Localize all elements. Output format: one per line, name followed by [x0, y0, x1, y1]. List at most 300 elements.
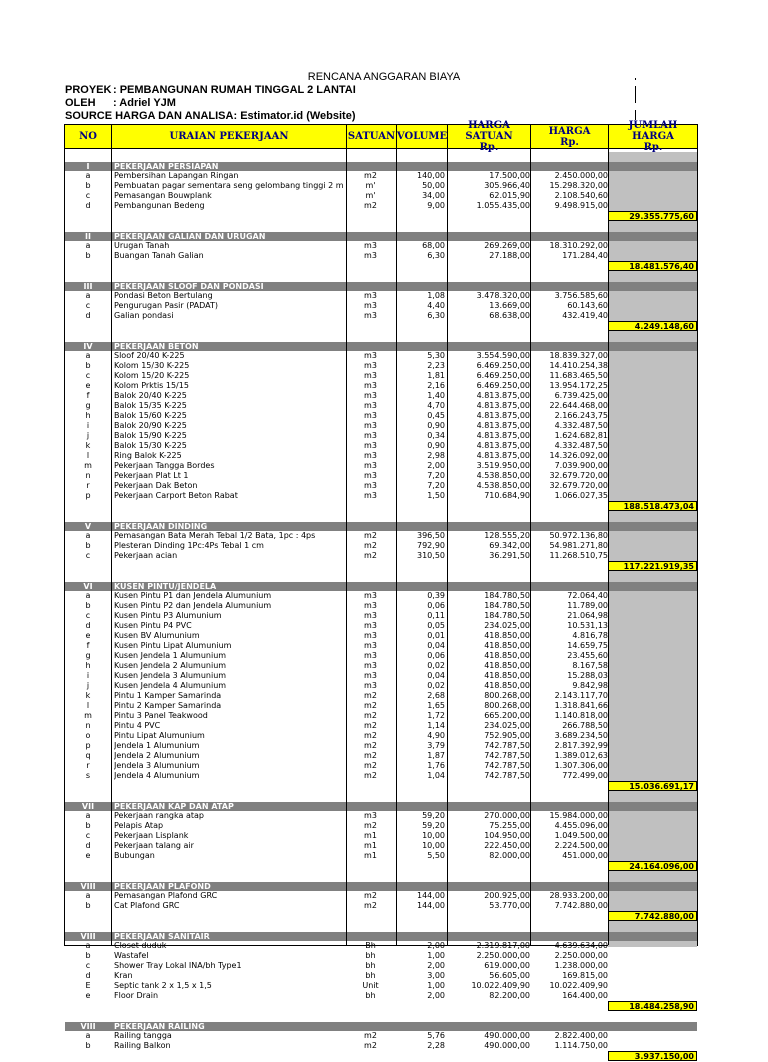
item-uraian: Pekerjaan Plat Lt 1 [114, 471, 189, 480]
item-uraian: Kusen Pintu P2 dan Jendela Alumunium [114, 601, 272, 610]
item-satuan: m1 [364, 831, 377, 840]
header-harga [531, 125, 608, 148]
table-row [65, 671, 697, 681]
item-satuan: bh [365, 991, 376, 1000]
item-uraian: Jendela 2 Alumunium [114, 751, 200, 760]
item-no: l [86, 451, 90, 460]
item-uraian: Jendela 3 Alumunium [114, 761, 200, 770]
item-harga: 15.288,03 [567, 671, 608, 680]
item-no: e [85, 991, 91, 1000]
section-title: KUSEN PINTU/JENDELA [114, 582, 217, 591]
item-harga-satuan: 4.813.875,00 [476, 431, 530, 440]
item-harga-satuan: 742.787,50 [484, 771, 530, 780]
item-uraian: Balok 15/90 K-225 [114, 431, 187, 440]
item-no: g [85, 401, 91, 410]
item-harga-satuan: 3.519.950,00 [476, 461, 530, 470]
item-volume: 0,06 [427, 651, 445, 660]
table-row [65, 591, 697, 601]
section-number: VII [81, 802, 95, 811]
item-harga-satuan: 418.850,00 [484, 671, 530, 680]
spacer-row [65, 222, 697, 232]
spacer-row [65, 872, 697, 882]
item-volume: 144,00 [417, 891, 445, 900]
spacer-row [65, 792, 697, 802]
item-uraian: Pintu 4 PVC [114, 721, 161, 730]
item-no: q [85, 751, 91, 760]
item-satuan: bh [365, 961, 376, 970]
table-row [65, 241, 697, 251]
item-harga-satuan: 752.905,00 [484, 731, 530, 740]
table-row [65, 491, 697, 501]
item-harga: 28.933.200,00 [549, 891, 608, 900]
item-no: c [85, 961, 91, 970]
header-harga-unit: Rp. [560, 136, 579, 148]
item-no: e [85, 631, 91, 640]
table-row [65, 751, 697, 761]
item-harga: 50.972.136,80 [549, 531, 608, 540]
item-harga-satuan: 82.000,00 [489, 851, 530, 860]
table-row [65, 311, 697, 321]
item-no: d [85, 841, 91, 850]
source-line [65, 110, 356, 123]
item-uraian: Jendela 4 Alumunium [114, 771, 200, 780]
item-harga-satuan: 222.450,00 [484, 841, 530, 850]
table-row [65, 811, 697, 821]
item-no: h [85, 411, 91, 420]
item-uraian: Kusen Jendela 1 Alumunium [114, 651, 227, 660]
item-satuan: m2 [364, 751, 377, 760]
item-volume: 0,05 [427, 621, 445, 630]
item-volume: 1,04 [427, 771, 445, 780]
item-volume: 144,00 [417, 901, 445, 910]
item-volume: 0,39 [427, 591, 445, 600]
table-row [65, 181, 697, 191]
item-harga-satuan: 184.780,50 [484, 601, 530, 610]
section-title: PEKERJAAN SLOOF DAN PONDASI [114, 282, 264, 291]
item-satuan: m3 [364, 291, 377, 300]
item-satuan: m3 [364, 591, 377, 600]
item-harga-satuan: 490.000,00 [484, 1031, 530, 1040]
item-harga: 18.839.327,00 [549, 351, 608, 360]
item-harga: 164.400,00 [562, 991, 608, 1000]
item-harga: 4.332.487,50 [554, 441, 608, 450]
section-number: IV [83, 342, 93, 351]
header-harga-label: HARGA [548, 125, 591, 137]
item-uraian: Pekerjaan rangka atap [114, 811, 204, 820]
item-harga: 4.639.634,00 [554, 941, 608, 950]
item-volume: 0,90 [427, 441, 445, 450]
item-volume: 310,50 [417, 551, 445, 560]
table-row [65, 531, 697, 541]
item-volume: 0,06 [427, 601, 445, 610]
table-row [65, 191, 697, 201]
item-harga: 4.332.487,50 [554, 421, 608, 430]
item-harga: 7.039.900,00 [554, 461, 608, 470]
item-harga-satuan: 418.850,00 [484, 641, 530, 650]
item-harga-satuan: 665.200,00 [484, 711, 530, 720]
item-no: c [85, 301, 91, 310]
section-title: PEKERJAAN PERSIAPAN [114, 162, 219, 171]
item-volume: 34,00 [422, 191, 445, 200]
header-uraian: URAIAN PEKERJAAN [169, 131, 289, 142]
table-row [65, 1041, 697, 1051]
item-volume: 5,76 [427, 1031, 445, 1040]
header-harga-satuan-unit: Rp. [479, 142, 499, 153]
section-total: 188.518.473,04 [608, 501, 697, 511]
item-harga: 14.659,75 [567, 641, 608, 650]
item-harga: 10.022.409,90 [549, 981, 608, 990]
item-no: i [86, 671, 90, 680]
item-volume: 5,50 [427, 851, 445, 860]
table-row [65, 741, 697, 751]
item-harga: 32.679.720,00 [549, 481, 608, 490]
item-volume: 2,00 [427, 991, 445, 1000]
item-volume: 2,00 [427, 961, 445, 970]
item-no: a [85, 171, 91, 180]
item-satuan: m3 [364, 611, 377, 620]
item-volume: 0,90 [427, 421, 445, 430]
item-harga-satuan: 742.787,50 [484, 751, 530, 760]
table-row [65, 711, 697, 721]
spacer-row [65, 152, 697, 162]
item-volume: 3,00 [427, 971, 445, 980]
item-uraian: Pemasangan Bata Merah Tebal 1/2 Bata, 1pc : 4ps [114, 531, 316, 540]
item-volume: 0,04 [427, 641, 445, 650]
item-uraian: Bubungan [114, 851, 155, 860]
item-satuan: m3 [364, 461, 377, 470]
spacer-row [65, 1012, 697, 1022]
item-harga-satuan: 75.255,00 [489, 821, 530, 830]
item-harga: 9.498.915,00 [554, 201, 608, 210]
section-total-row [65, 861, 697, 872]
item-uraian: Cat Plafond GRC [114, 901, 180, 910]
section-header-row [65, 802, 697, 811]
item-harga: 2.108.540,60 [554, 191, 608, 200]
section-total: 7.742.880,00 [608, 911, 697, 921]
item-uraian: Urugan Tanah [114, 241, 170, 250]
table-row [65, 761, 697, 771]
item-harga-satuan: 418.850,00 [484, 681, 530, 690]
item-satuan: m2 [364, 711, 377, 720]
item-satuan: m3 [364, 311, 377, 320]
item-satuan: m2 [364, 1041, 377, 1050]
table-row [65, 661, 697, 671]
item-volume: 1,65 [427, 701, 445, 710]
item-satuan: m2 [364, 701, 377, 710]
item-harga-satuan: 418.850,00 [484, 631, 530, 640]
item-volume: 792,90 [417, 541, 445, 550]
item-satuan: m3 [364, 681, 377, 690]
item-satuan: m2 [364, 551, 377, 560]
section-total: 4.249.148,60 [608, 321, 697, 331]
section-title: PEKERJAAN GALIAN DAN URUGAN [114, 232, 266, 241]
col-divider [111, 125, 112, 945]
item-no: a [85, 351, 91, 360]
item-uraian: Pekerjaan Dak Beton [114, 481, 198, 490]
section-header-row [65, 522, 697, 531]
spacer-row [65, 332, 697, 342]
item-harga-satuan: 710.684,90 [484, 491, 530, 500]
item-harga: 21.064,98 [567, 611, 608, 620]
item-harga: 2.817.392,99 [554, 741, 608, 750]
item-volume: 0,34 [427, 431, 445, 440]
item-uraian: Pintu 3 Panel Teakwood [114, 711, 208, 720]
item-satuan: bh [365, 971, 376, 980]
section-header-row [65, 932, 697, 941]
section-number: II [85, 232, 91, 241]
item-satuan: m1 [364, 851, 377, 860]
col-divider [396, 125, 397, 945]
item-harga-satuan: 4.538.850,00 [476, 471, 530, 480]
item-uraian: Pembangunan Bedeng [114, 201, 205, 210]
item-volume: 2,00 [427, 461, 445, 470]
table-row [65, 951, 697, 961]
source-value: : Estimator.id (Website) [233, 110, 356, 122]
item-harga-satuan: 10.022.409,90 [471, 981, 530, 990]
item-volume: 4,40 [427, 301, 445, 310]
budget-table [64, 120, 698, 1061]
section-total: 15.036.691,17 [608, 781, 697, 791]
item-no: f [86, 391, 90, 400]
spacer-row [65, 512, 697, 522]
item-harga: 1.140.818,00 [554, 711, 608, 720]
col-divider [346, 125, 347, 945]
item-volume: 0,11 [427, 611, 445, 620]
section-total-row [65, 321, 697, 332]
item-satuan: m1 [364, 841, 377, 850]
item-satuan: m3 [364, 391, 377, 400]
item-no: r [86, 761, 90, 770]
item-harga-satuan: 68.638,00 [489, 311, 530, 320]
item-volume: 50,00 [422, 181, 445, 190]
item-harga: 60.143,60 [567, 301, 608, 310]
item-satuan: m2 [364, 1031, 377, 1040]
item-harga: 15.984.000,00 [549, 811, 608, 820]
item-volume: 1,14 [427, 721, 445, 730]
section-number: V [84, 522, 92, 531]
item-volume: 2,28 [427, 1041, 445, 1050]
item-uraian: Wastafel [114, 951, 149, 960]
item-volume: 7,20 [427, 471, 445, 480]
table-row [65, 681, 697, 691]
item-harga-satuan: 6.469.250,00 [476, 381, 530, 390]
item-harga: 2.450.000,00 [554, 171, 608, 180]
item-no: a [85, 811, 91, 820]
item-harga: 10.531,13 [567, 621, 608, 630]
item-satuan: m3 [364, 241, 377, 250]
header-volume: VOLUME [396, 131, 448, 142]
item-no: p [85, 741, 91, 750]
author-label: OLEH [65, 97, 96, 109]
table-row [65, 481, 697, 491]
item-satuan: m2 [364, 771, 377, 780]
table-row [65, 831, 697, 841]
item-no: c [85, 371, 91, 380]
item-no: j [86, 431, 90, 440]
section-number: VIII [80, 882, 96, 891]
item-uraian: Balok 15/35 K-225 [114, 401, 187, 410]
item-uraian: Pelapis Atap [114, 821, 164, 830]
item-satuan: m3 [364, 361, 377, 370]
section-header-row [65, 162, 697, 171]
item-uraian: Kolom 15/20 K-225 [114, 371, 190, 380]
item-harga-satuan: 3.554.590,00 [476, 351, 530, 360]
table-row [65, 971, 697, 981]
section-number: VI [83, 582, 93, 591]
item-harga: 2.224.500,00 [554, 841, 608, 850]
item-harga-satuan: 4.813.875,00 [476, 391, 530, 400]
item-harga: 1.624.682,81 [554, 431, 608, 440]
item-harga: 1.318.841,66 [554, 701, 608, 710]
item-harga-satuan: 742.787,50 [484, 761, 530, 770]
item-volume: 59,20 [422, 821, 445, 830]
item-no: m [84, 461, 92, 470]
item-uraian: Balok 20/40 K-225 [114, 391, 187, 400]
item-uraian: Buangan Tanah Galian [114, 251, 204, 260]
table-row [65, 701, 697, 711]
item-satuan: m2 [364, 741, 377, 750]
item-no: E [85, 981, 91, 990]
item-harga-satuan: 270.000,00 [484, 811, 530, 820]
table-row [65, 421, 697, 431]
section-header-row [65, 1022, 697, 1031]
header-jumlah-unit: Rp. [643, 142, 663, 153]
section-number: III [83, 282, 93, 291]
item-no: j [86, 681, 90, 690]
item-satuan: m3 [364, 491, 377, 500]
item-uraian: Balok 15/30 K-225 [114, 441, 187, 450]
item-harga: 15.298.320,00 [549, 181, 608, 190]
item-no: d [85, 621, 91, 630]
item-harga-satuan: 69.342,00 [489, 541, 530, 550]
table-row [65, 401, 697, 411]
item-satuan: Bh [365, 941, 376, 950]
item-harga: 2.822.400,00 [554, 1031, 608, 1040]
item-no: g [85, 651, 91, 660]
item-harga-satuan: 234.025,00 [484, 621, 530, 630]
table-row [65, 731, 697, 741]
item-volume: 0,45 [427, 411, 445, 420]
item-satuan: m2 [364, 901, 377, 910]
item-no: a [85, 291, 91, 300]
item-volume: 2,68 [427, 691, 445, 700]
item-harga: 266.788,50 [562, 721, 608, 730]
item-harga: 3.689.234,50 [554, 731, 608, 740]
table-row [65, 771, 697, 781]
item-harga: 23.455,60 [567, 651, 608, 660]
item-harga-satuan: 184.780,50 [484, 611, 530, 620]
source-label: SOURCE HARGA DAN ANALISA [65, 110, 234, 122]
item-no: b [85, 951, 91, 960]
item-no: m [84, 711, 92, 720]
item-harga: 1.114.750,00 [554, 1041, 608, 1050]
section-total: 18.484.258,90 [608, 1001, 697, 1011]
item-harga-satuan: 4.813.875,00 [476, 401, 530, 410]
item-uraian: Kolom 15/30 K-225 [114, 361, 190, 370]
item-satuan: m3 [364, 671, 377, 680]
item-satuan: m3 [364, 661, 377, 670]
item-uraian: Pekerjaan Lisplank [114, 831, 189, 840]
item-uraian: Pembuatan pagar sementara seng gelombang tinggi 2 m [114, 181, 344, 190]
item-no: n [85, 471, 91, 480]
item-volume: 10,00 [422, 831, 445, 840]
table-row [65, 611, 697, 621]
item-no: c [85, 611, 91, 620]
table-row [65, 991, 697, 1001]
item-volume: 1,40 [427, 391, 445, 400]
item-harga-satuan: 742.787,50 [484, 741, 530, 750]
item-harga: 171.284,40 [562, 251, 608, 260]
table-row [65, 1031, 697, 1041]
table-row [65, 431, 697, 441]
item-no: r [86, 481, 90, 490]
table-row [65, 351, 697, 361]
item-harga-satuan: 36.291,50 [489, 551, 530, 560]
table-row [65, 551, 697, 561]
item-harga: 1.238.000,00 [554, 961, 608, 970]
col-divider [608, 125, 609, 945]
item-harga-satuan: 104.950,00 [484, 831, 530, 840]
table-row [65, 291, 697, 301]
item-volume: 396,50 [417, 531, 445, 540]
item-volume: 1,72 [427, 711, 445, 720]
item-uraian: Kusen BV Alumunium [114, 631, 200, 640]
table-row [65, 621, 697, 631]
item-harga-satuan: 1.055.435,00 [476, 201, 530, 210]
table-row [65, 891, 697, 901]
item-volume: 6,30 [427, 251, 445, 260]
project-label: PROYEK [65, 84, 112, 96]
item-uraian: Pintu 2 Kamper Samarinda [114, 701, 222, 710]
item-uraian: Jendela 1 Alumunium [114, 741, 200, 750]
item-satuan: m2 [364, 761, 377, 770]
item-harga: 3.756.585,60 [554, 291, 608, 300]
table-row [65, 641, 697, 651]
col-divider [447, 125, 448, 945]
table-row [65, 651, 697, 661]
item-satuan: m3 [364, 251, 377, 260]
item-harga: 2.143.117,70 [554, 691, 608, 700]
item-satuan: m2 [364, 201, 377, 210]
section-total-row [65, 1001, 697, 1012]
table-row [65, 171, 697, 181]
item-no: d [85, 201, 91, 210]
item-harga-satuan: 3.478.320,00 [476, 291, 530, 300]
item-harga-satuan: 27.188,00 [489, 251, 530, 260]
item-harga-satuan: 4.813.875,00 [476, 421, 530, 430]
project-value: : PEMBANGUNAN RUMAH TINGGAL 2 LANTAI [113, 84, 356, 96]
item-harga-satuan: 4.813.875,00 [476, 411, 530, 420]
item-volume: 1,87 [427, 751, 445, 760]
item-satuan: m3 [364, 621, 377, 630]
item-harga-satuan: 2.250.000,00 [476, 951, 530, 960]
item-volume: 6,30 [427, 311, 445, 320]
item-satuan: m3 [364, 441, 377, 450]
item-harga: 11.268.510,75 [549, 551, 608, 560]
header-no: NO [79, 131, 97, 142]
header-jumlah [609, 120, 697, 153]
item-no: p [85, 491, 91, 500]
item-harga-satuan: 6.469.250,00 [476, 371, 530, 380]
item-uraian: Floor Drain [114, 991, 159, 1000]
item-no: a [85, 531, 91, 540]
table-row [65, 381, 697, 391]
col-divider [530, 125, 531, 945]
section-title: PEKERJAAN SANITAIR [114, 932, 210, 941]
section-title: PEKERJAAN RAILING [114, 1022, 205, 1031]
table-row [65, 361, 697, 371]
item-no: a [85, 1031, 91, 1040]
